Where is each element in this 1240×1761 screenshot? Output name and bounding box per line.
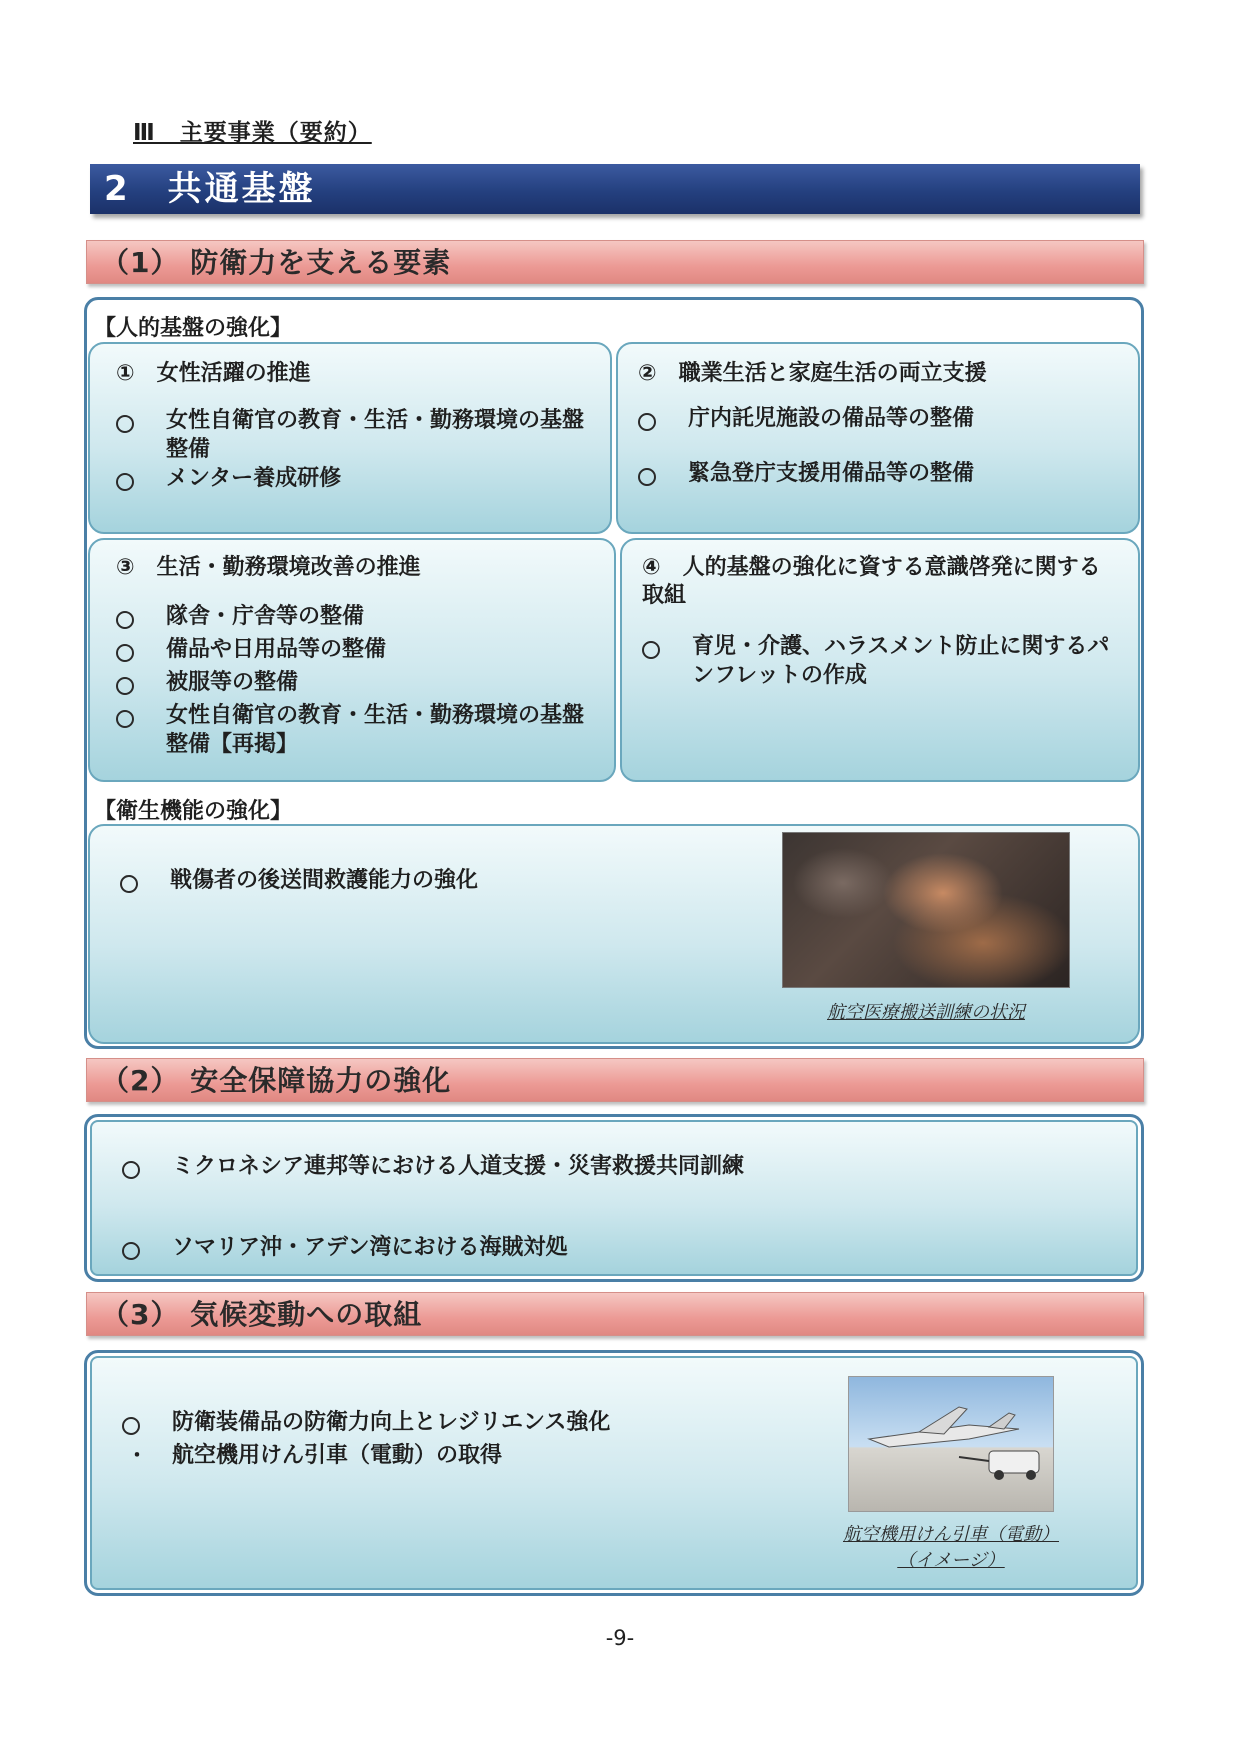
circle-bullet-icon (642, 641, 660, 659)
section-title: 2 共通基盤 (90, 164, 1140, 214)
box-security-cooperation (90, 1120, 1138, 1276)
box-living-environment (88, 538, 616, 782)
circle-bullet-icon (116, 644, 134, 662)
subsection-1-title: （1） 防衛力を支える要素 (86, 240, 1144, 284)
box-living-environment-title: ③ 生活・勤務環境改善の推進 (116, 555, 421, 580)
box-work-life-balance-title: ② 職業生活と家庭生活の両立支援 (638, 361, 987, 386)
list-item: 女性自衛官の教育・生活・勤務環境の基盤整備【再掲】 (116, 701, 594, 759)
circle-bullet-icon (116, 473, 134, 491)
human-base-label: 【人的基盤の強化】 (94, 316, 293, 341)
box-work-life-balance (616, 342, 1140, 534)
list-item: 隊舎・庁舎等の整備 (116, 602, 594, 635)
list-item: 備品や日用品等の整備 (116, 635, 594, 668)
box-women-activity-title: ① 女性活躍の推進 (116, 361, 311, 386)
subsection-3-title: （3） 気候変動への取組 (86, 1292, 1144, 1336)
small-dot-icon: ・ (127, 1443, 147, 1467)
box-awareness-title: ④ 人的基盤の強化に資する意識啓発に関する取組 (642, 555, 1101, 608)
list-item: メンター養成研修 (116, 464, 590, 497)
list-item: ミクロネシア連邦等における人道支援・災害救援共同訓練 (122, 1152, 1116, 1185)
tow-tractor-caption: 航空機用けん引車（電動） (843, 1524, 1059, 1545)
list-item: 緊急登庁支援用備品等の整備 (638, 459, 1118, 492)
circle-bullet-icon (116, 415, 134, 433)
chapter-heading: Ⅲ 主要事業（要約） (133, 120, 372, 146)
circle-bullet-icon (116, 677, 134, 695)
circle-bullet-icon (122, 1161, 140, 1179)
circle-bullet-icon (638, 468, 656, 486)
circle-bullet-icon (116, 710, 134, 728)
list-item: 被服等の整備 (116, 668, 594, 701)
circle-bullet-icon (122, 1417, 140, 1435)
list-item: 育児・介護、ハラスメント防止に関するパンフレットの作成 (642, 632, 1120, 690)
tow-tractor-photo (848, 1376, 1054, 1512)
circle-bullet-icon (122, 1242, 140, 1260)
list-item: 防衛装備品の防衛力向上とレジリエンス強化 (122, 1408, 1116, 1441)
list-item: 戦傷者の後送間救護能力の強化 (120, 866, 1118, 899)
box-women-activity (88, 342, 612, 534)
aircraft-illustration (849, 1377, 1054, 1512)
circle-bullet-icon (116, 611, 134, 629)
circle-bullet-icon (638, 413, 656, 431)
list-item: 女性自衛官の教育・生活・勤務環境の基盤整備 (116, 406, 590, 464)
tow-tractor-caption-note: （イメージ） (897, 1550, 1005, 1571)
subsection-2-title: （2） 安全保障協力の強化 (86, 1058, 1144, 1102)
medical-photo-caption: 航空医療搬送訓練の状況 (827, 1002, 1025, 1023)
list-item: ソマリア沖・アデン湾における海賊対処 (122, 1233, 1116, 1266)
sub-list-item: ・ 航空機用けん引車（電動）の取得 (122, 1441, 1116, 1470)
circle-bullet-icon (120, 875, 138, 893)
list-item: 庁内託児施設の備品等の整備 (638, 404, 1118, 437)
medical-training-photo (782, 832, 1070, 988)
page-number: -9- (605, 1626, 635, 1650)
box-awareness (620, 538, 1140, 782)
medical-function-label: 【衛生機能の強化】 (94, 799, 293, 824)
